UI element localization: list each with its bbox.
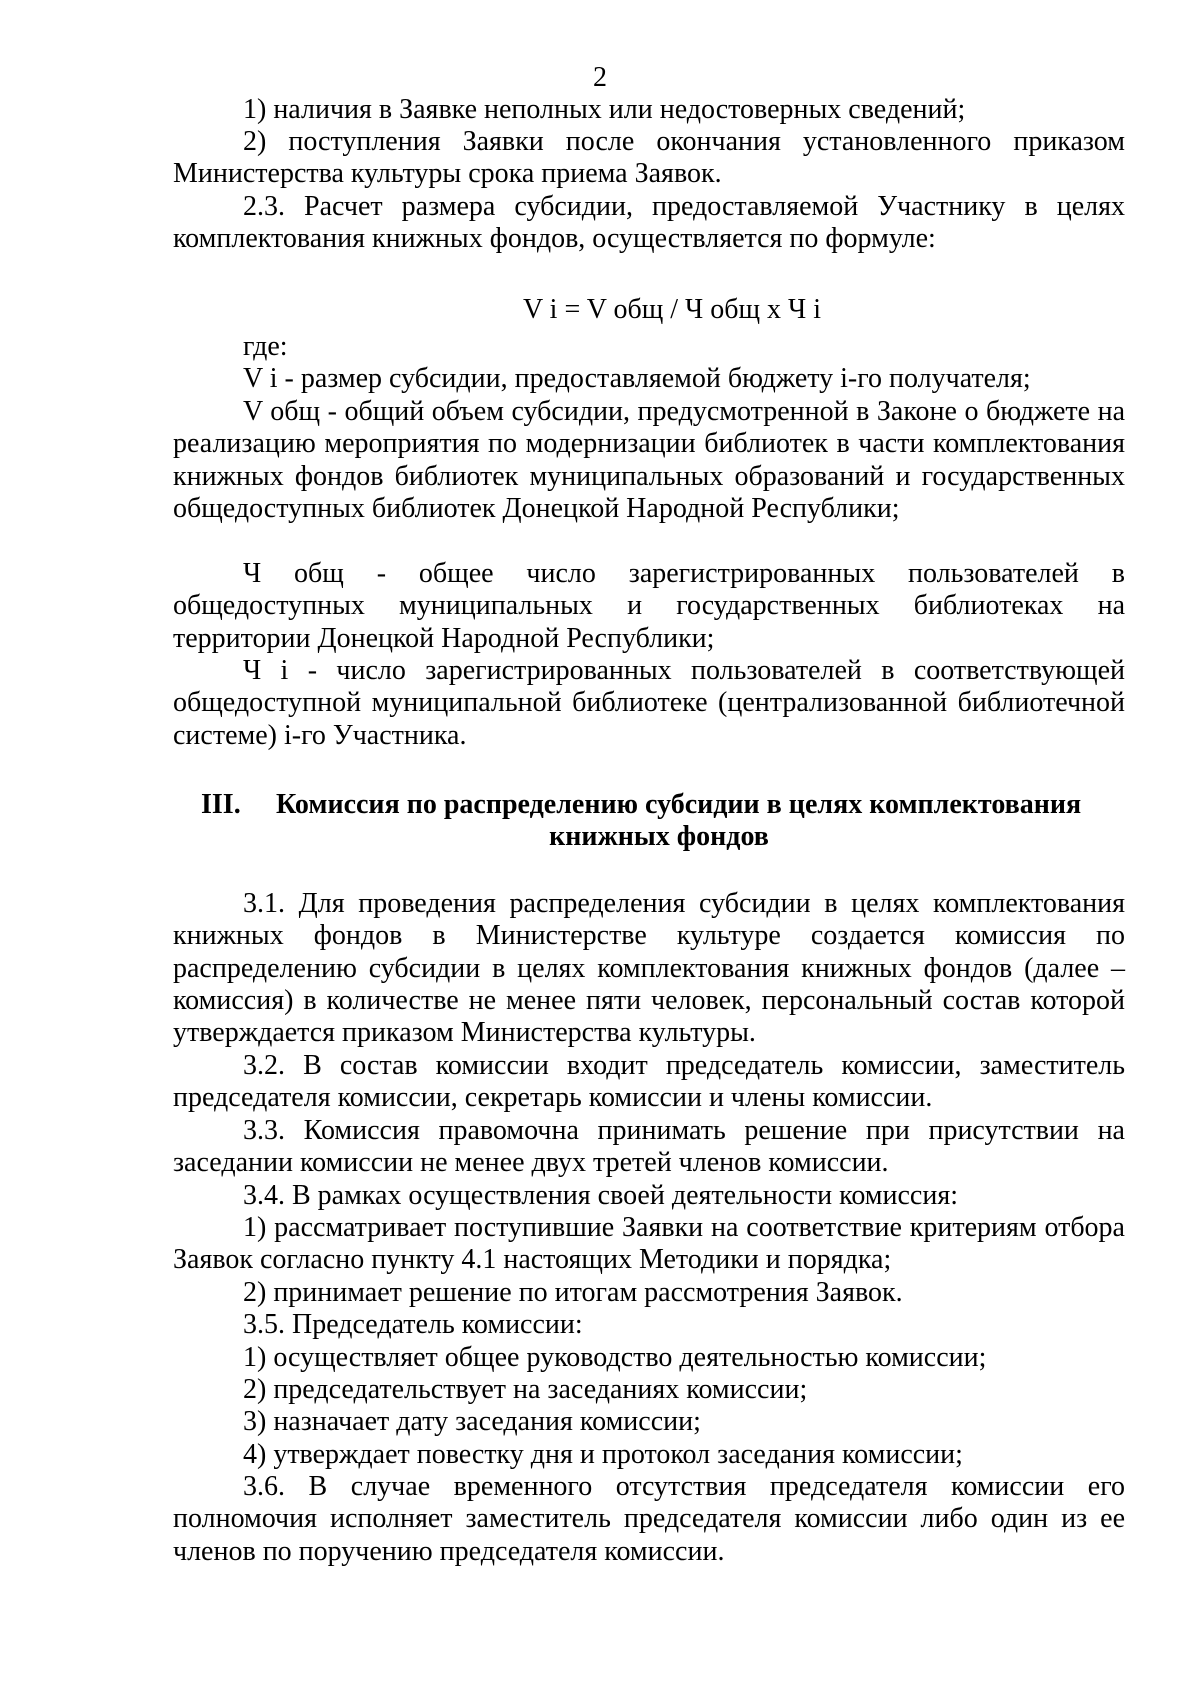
paragraph: 3.5. Председатель комиссии: [243, 1309, 583, 1340]
paragraph: V общ - общий объем субсидии, предусмотренной в Законе о бюджете на реализацию мероприятия по модернизации библиотек в части комплектования книжных фондов библиотек муниципальных образований и государственных общедоступных библиотек Донецкой Народной Республики; [173, 396, 1125, 524]
paragraph: Ч i - число зарегистрированных пользователей в соответствующей общедоступной муниципальной библиотеке (централизованной библиотечной системе) i-го Участника. [173, 655, 1125, 751]
section-title-line-2: книжных фондов [549, 821, 769, 853]
section-number: III. [201, 789, 241, 820]
section-title-line-1: Комиссия по распределению субсидии в целях комплектования [276, 789, 1082, 820]
paragraph: 3.4. В рамках осуществления своей деятельности комиссия: [243, 1180, 958, 1211]
paragraph: где: [243, 331, 288, 362]
paragraph: 3.2. В состав комиссии входит председатель комиссии, заместитель председателя комиссии, секретарь комиссии и члены комиссии. [173, 1050, 1125, 1114]
paragraph: 3) назначает дату заседания комиссии; [243, 1406, 701, 1437]
formula: V i = V общ / Ч общ х Ч i [522, 294, 822, 325]
paragraph: 1) наличия в Заявке неполных или недостоверных сведений; [243, 94, 966, 125]
paragraph: 2) поступления Заявки после окончания установленного приказом Министерства культуры срока приема Заявок. [173, 126, 1125, 190]
paragraph: Ч общ - общее число зарегистрированных пользователей в общедоступных муниципальных и государственных библиотеках на территории Донецкой Народной Республики; [173, 558, 1125, 654]
paragraph: V i - размер субсидии, предоставляемой бюджету i-го получателя; [243, 363, 1031, 394]
paragraph: 1) осуществляет общее руководство деятельностью комиссии; [243, 1342, 987, 1373]
paragraph: 3.3. Комиссия правомочна принимать решение при присутствии на заседании комиссии не менее двух третей членов комиссии. [173, 1115, 1125, 1179]
page-number: 2 [593, 62, 607, 93]
paragraph: 2.3. Расчет размера субсидии, предоставляемой Участнику в целях комплектования книжных фондов, осуществляется по формуле: [173, 191, 1125, 255]
paragraph: 4) утверждает повестку дня и протокол заседания комиссии; [243, 1439, 963, 1470]
paragraph: 3.6. В случае временного отсутствия председателя комиссии его полномочия исполняет заместитель председателя комиссии либо один из ее членов по поручению председателя комиссии. [173, 1471, 1125, 1567]
section-heading [173, 789, 1125, 854]
paragraph: 2) принимает решение по итогам рассмотрения Заявок. [243, 1277, 903, 1308]
paragraph: 2) председательствует на заседаниях комиссии; [243, 1374, 808, 1405]
paragraph: 1) рассматривает поступившие Заявки на соответствие критериям отбора Заявок согласно пункту 4.1 настоящих Методики и порядка; [173, 1212, 1125, 1276]
paragraph: 3.1. Для проведения распределения субсидии в целях комплектования книжных фондов в Министерстве культуре создается комиссия по распределению субсидии в целях комплектования книжных фондов (далее – комиссия) в количестве не менее пяти человек, персональный состав которой утверждается приказом Министерства культуры. [173, 888, 1125, 1049]
